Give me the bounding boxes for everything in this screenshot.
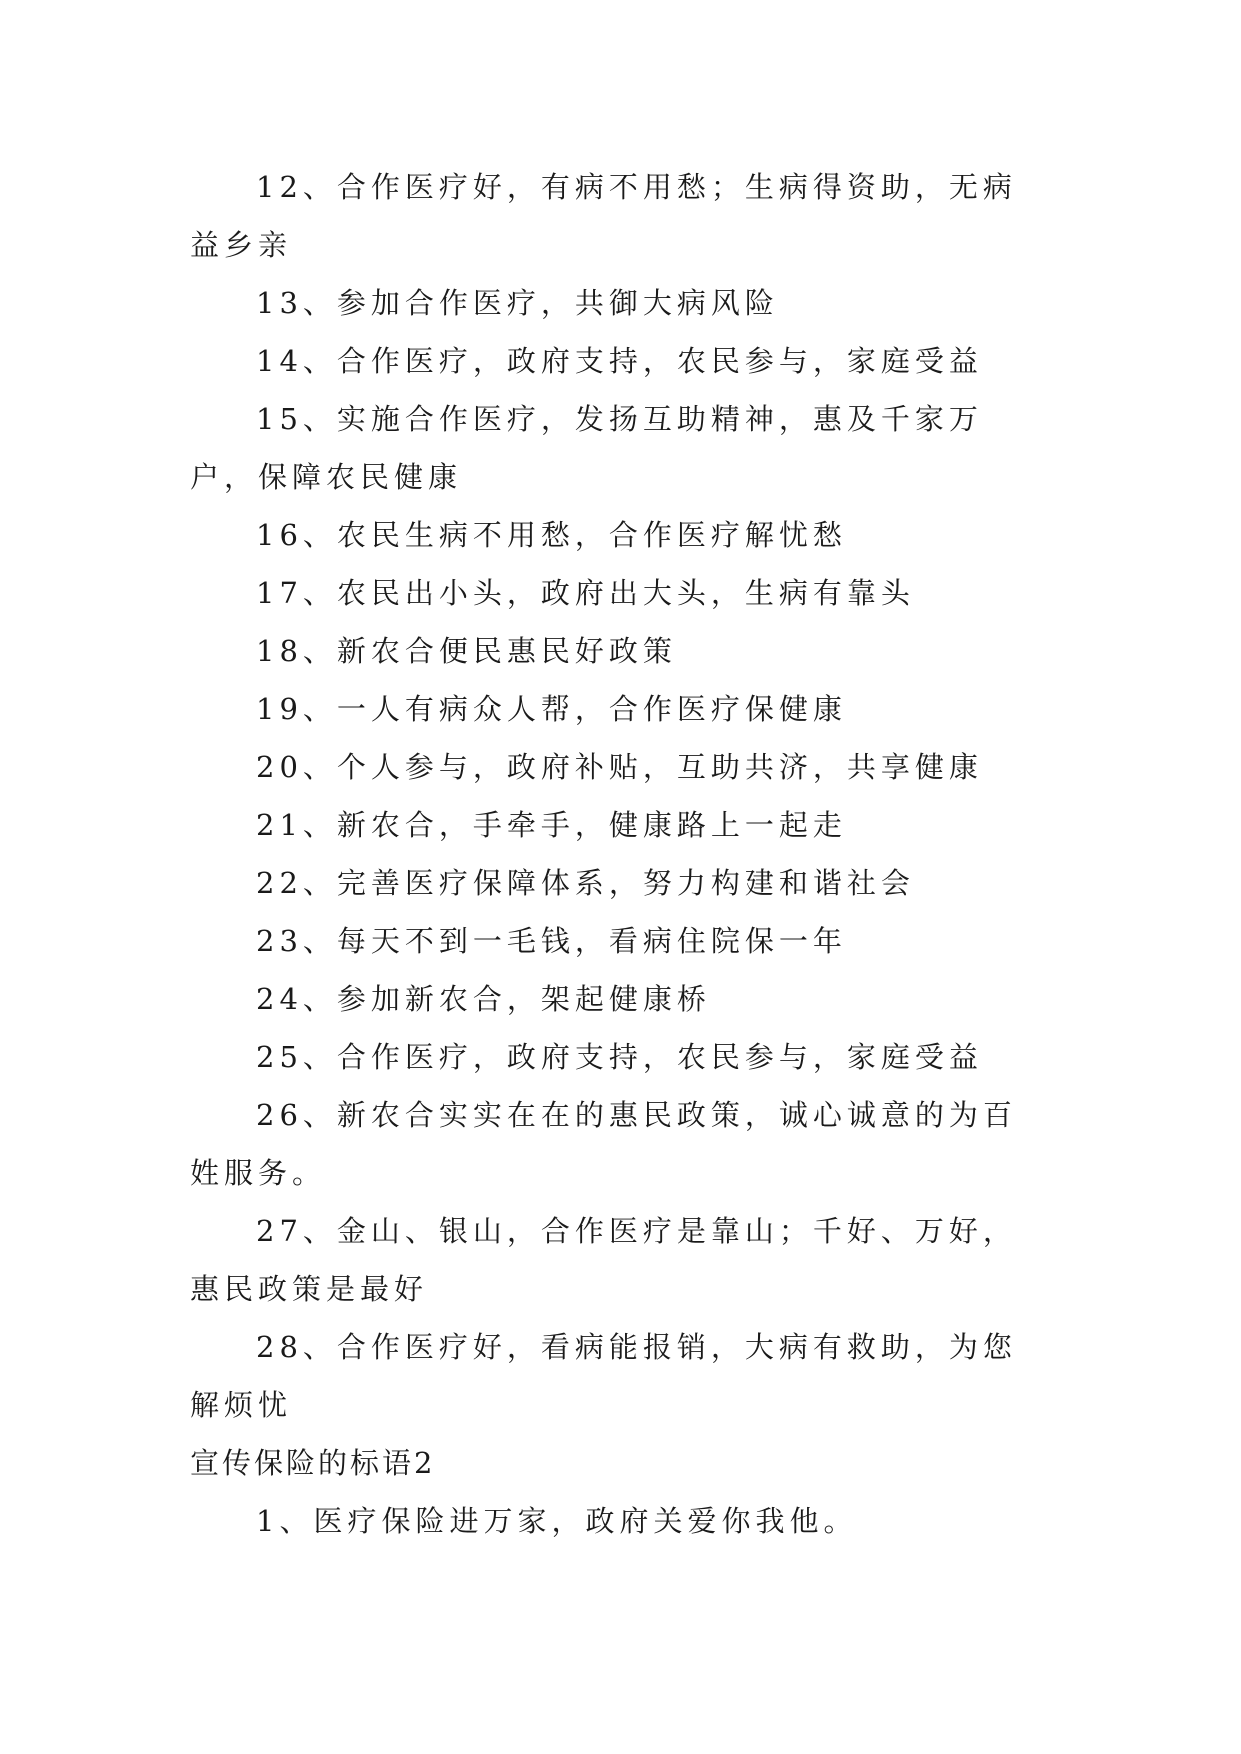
slogan-item-12: 12、合作医疗好，有病不用愁；生病得资助，无病益乡亲 (190, 170, 1017, 262)
slogan-item-15: 15、实施合作医疗，发扬互助精神，惠及千家万户，保障农民健康 (190, 402, 983, 494)
slogan-item-18: 18、新农合便民惠民好政策 (256, 634, 677, 668)
slogan-item-13: 13、参加合作医疗，共御大病风险 (256, 286, 779, 320)
slogan-item-28: 28、合作医疗好，看病能报销，大病有救助，为您解烦忧 (190, 1330, 1017, 1422)
section-heading: 宣传保险的标语2 (190, 1446, 436, 1480)
slogan-item-22: 22、完善医疗保障体系，努力构建和谐社会 (256, 866, 915, 900)
slogan-item-24: 24、参加新农合，架起健康桥 (256, 982, 711, 1016)
slogan-item-14: 14、合作医疗，政府支持，农民参与，家庭受益 (256, 344, 983, 378)
slogan-item-17: 17、农民出小头，政府出大头，生病有靠头 (256, 576, 915, 610)
slogan-item-19: 19、一人有病众人帮，合作医疗保健康 (256, 692, 847, 726)
document-body (190, 158, 1050, 1550)
slogan-item-25: 25、合作医疗，政府支持，农民参与，家庭受益 (256, 1040, 983, 1074)
slogan-item-26: 26、新农合实实在在的惠民政策，诚心诚意的为百姓服务。 (190, 1098, 1017, 1190)
slogan-item-27: 27、金山、银山，合作医疗是靠山；千好、万好，惠民政策是最好 (190, 1214, 1017, 1306)
slogan-item-21: 21、新农合，手牵手，健康路上一起走 (256, 808, 847, 842)
slogan-item-16: 16、农民生病不用愁，合作医疗解忧愁 (256, 518, 847, 552)
section-slogan-item-1: 1、医疗保险进万家，政府关爱你我他。 (256, 1504, 858, 1538)
slogan-item-23: 23、每天不到一毛钱，看病住院保一年 (256, 924, 847, 958)
slogan-item-20: 20、个人参与，政府补贴，互助共济，共享健康 (256, 750, 983, 784)
